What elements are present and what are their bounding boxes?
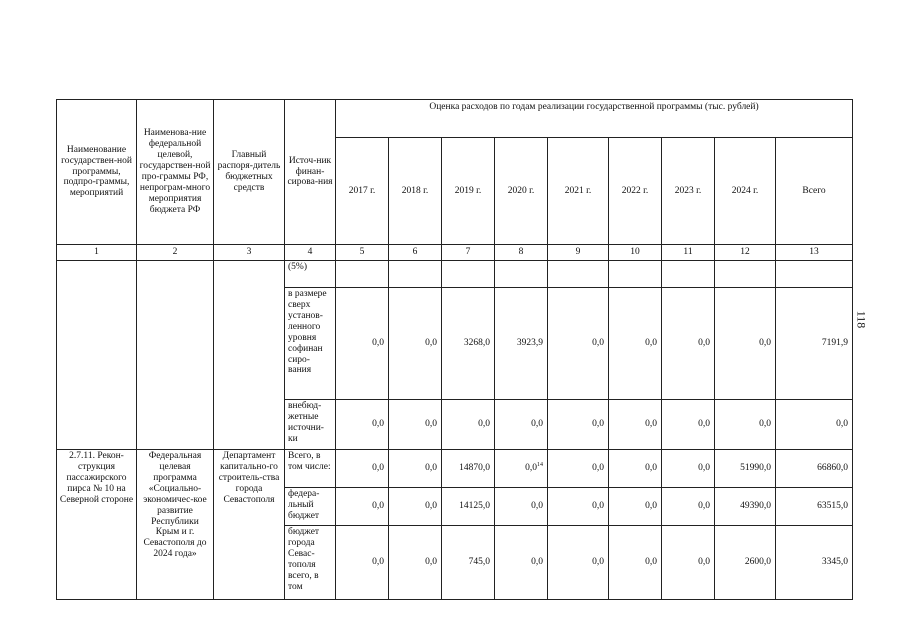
value-cell: 63515,0 [776, 488, 853, 526]
empty-cell [137, 261, 214, 450]
expenses-title: Оценка расходов по годам реализации государственной программы (тыс. рублей) [336, 100, 853, 138]
column-number: 11 [662, 245, 715, 261]
value-text: 0,0 [525, 463, 537, 474]
value-cell: 0,0 [609, 450, 662, 488]
value-cell: 0,0 [662, 400, 715, 450]
year-header: 2020 г. [495, 138, 548, 245]
header-col3: Главный распоря-дитель бюджетных средств [214, 100, 285, 245]
value-cell: 0,0 [548, 488, 609, 526]
value-cell: 66860,0 [776, 450, 853, 488]
column-number: 13 [776, 245, 853, 261]
value-cell: 0,0 [715, 400, 776, 450]
budget-table [56, 99, 853, 600]
column-number: 3 [214, 245, 285, 261]
header-col2: Наименова-ние федеральной целевой, государствен-ной про-граммы РФ, непрограм-много мероприятия бюджета РФ [137, 100, 214, 245]
column-number: 6 [389, 245, 442, 261]
column-number: 10 [609, 245, 662, 261]
column-number: 4 [285, 245, 336, 261]
source-cell: бюджет города Севас-тополя всего, в том [285, 526, 336, 600]
value-cell: 3268,0 [442, 288, 495, 400]
year-header: 2017 г. [336, 138, 389, 245]
column-number: 2 [137, 245, 214, 261]
value-cell: 0,0 [495, 526, 548, 600]
value-cell [495, 450, 548, 488]
value-cell: 0,0 [389, 288, 442, 400]
column-number: 5 [336, 245, 389, 261]
measure-name: 2.7.11. Рекон-струкция пассажирского пирса № 10 на Северной стороне [57, 450, 137, 600]
value-cell: 745,0 [442, 526, 495, 600]
value-cell: 0,0 [389, 400, 442, 450]
value-cell: 0,0 [662, 288, 715, 400]
value-cell: 0,0 [548, 288, 609, 400]
value-cell: 7191,9 [776, 288, 853, 400]
value-cell: 0,0 [609, 526, 662, 600]
year-header: 2024 г. [715, 138, 776, 245]
total-header: Всего [776, 138, 853, 245]
value-cell: 14870,0 [442, 450, 495, 488]
value-cell: 0,0 [776, 400, 853, 450]
program-name: Федеральная целевая программа «Социально-экономичес-кое развитие Республики Крым и г. Севастополя до 2024 года» [137, 450, 214, 600]
value-cell: 3923,9 [495, 288, 548, 400]
value-cell: 0,0 [389, 526, 442, 600]
year-header: 2019 г. [442, 138, 495, 245]
value-cell: 0,0 [662, 488, 715, 526]
header-row-1 [57, 100, 853, 138]
header-col1: Наименование государствен-ной программы, подпро-граммы, мероприятий [57, 100, 137, 245]
value-cell: 0,0 [662, 526, 715, 600]
value-cell: 0,0 [336, 450, 389, 488]
year-header: 2018 г. [389, 138, 442, 245]
value-cell: 0,0 [662, 450, 715, 488]
value-cell: 3345,0 [776, 526, 853, 600]
value-cell: 0,0 [495, 488, 548, 526]
column-number: 1 [57, 245, 137, 261]
value-cell: 0,0 [495, 400, 548, 450]
value-cell: 0,0 [442, 400, 495, 450]
value-cell: 2600,0 [715, 526, 776, 600]
value-cell: 0,0 [609, 400, 662, 450]
value-cell: 0,0 [336, 400, 389, 450]
value-cell: 0,0 [609, 288, 662, 400]
source-cell: внебюд-жетные источни-ки [285, 400, 336, 450]
column-number: 12 [715, 245, 776, 261]
value-cell: 0,0 [609, 488, 662, 526]
empty-cell [57, 261, 137, 450]
value-cell: 51990,0 [715, 450, 776, 488]
source-cell: федера-льный бюджет [285, 488, 336, 526]
value-cell: 0,0 [336, 526, 389, 600]
column-number: 9 [548, 245, 609, 261]
header-col4: Источ-ник финан-сирова-ния [285, 100, 336, 245]
column-number-row [57, 245, 853, 261]
source-cell: Всего, в том числе: [285, 450, 336, 488]
year-header: 2023 г. [662, 138, 715, 245]
empty-cell [214, 261, 285, 450]
footnote-mark: 14 [537, 462, 543, 469]
value-cell: 0,0 [389, 488, 442, 526]
value-cell: 0,0 [548, 450, 609, 488]
value-cell: 0,0 [715, 288, 776, 400]
source-cell: (5%) [285, 261, 336, 288]
budget-manager: Департамент капитально-го строитель-ства города Севастополя [214, 450, 285, 600]
table-row [57, 450, 853, 488]
column-number: 7 [442, 245, 495, 261]
value-cell: 49390,0 [715, 488, 776, 526]
page-number: 118 [854, 310, 869, 329]
column-number: 8 [495, 245, 548, 261]
value-cell: 0,0 [336, 488, 389, 526]
year-header: 2022 г. [609, 138, 662, 245]
value-cell: 0,0 [336, 288, 389, 400]
value-cell: 0,0 [548, 400, 609, 450]
value-cell: 0,0 [548, 526, 609, 600]
table-row [57, 261, 853, 288]
value-cell: 14125,0 [442, 488, 495, 526]
value-cell: 0,0 [389, 450, 442, 488]
year-header: 2021 г. [548, 138, 609, 245]
source-cell: в размере сверх установ-ленного уровня софинан сиро-вания [285, 288, 336, 400]
